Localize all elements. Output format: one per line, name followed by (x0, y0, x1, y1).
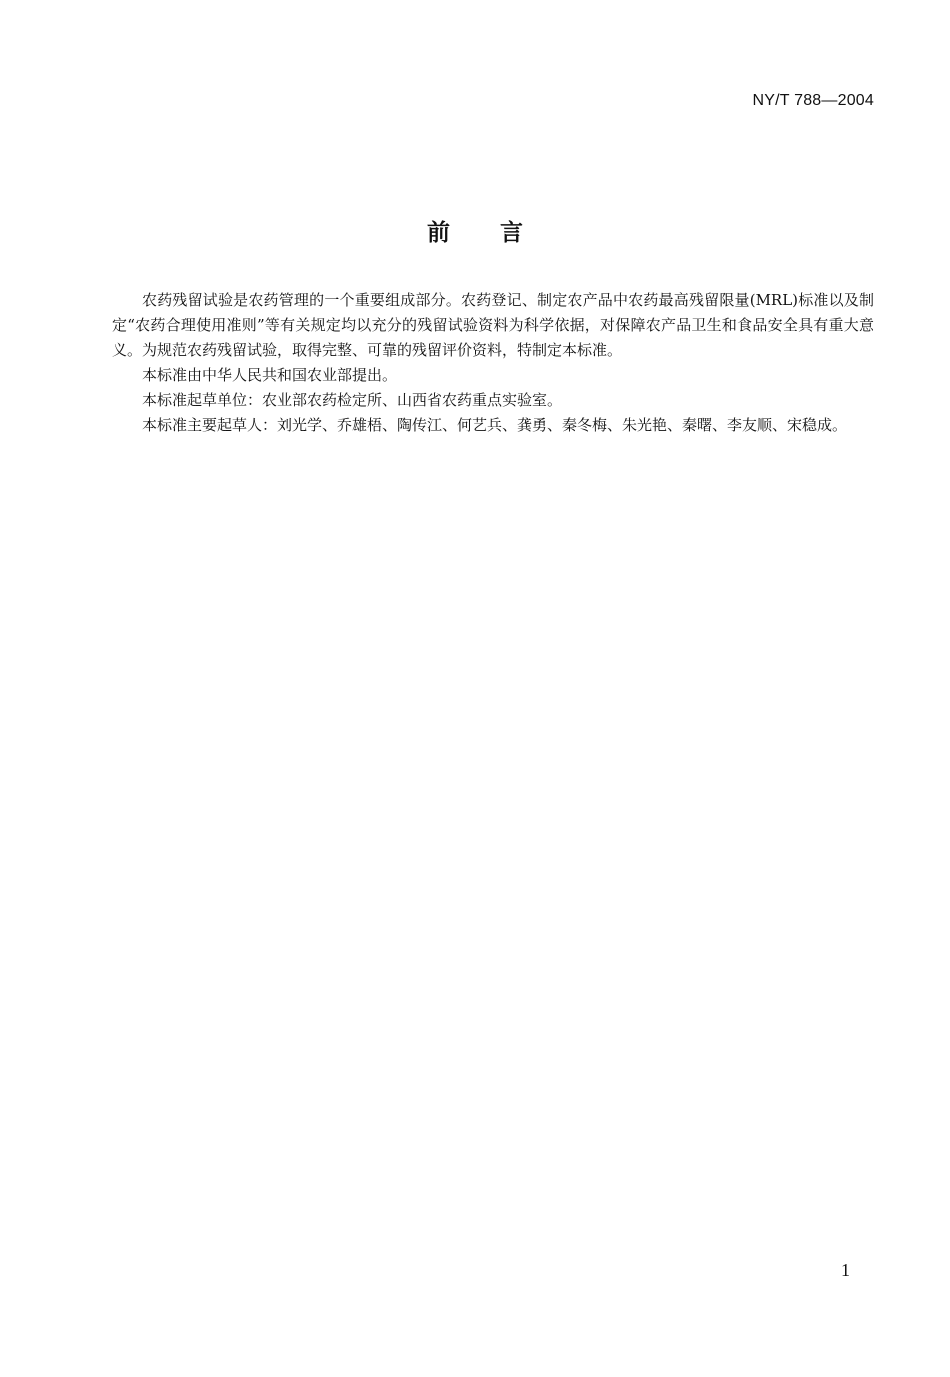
foreword-body (112, 288, 874, 438)
page-number: 1 (841, 1260, 850, 1280)
paragraph-proposer: 本标准由中华人民共和国农业部提出。 (142, 366, 398, 384)
paragraph-drafters: 本标准主要起草人：刘光学、乔雄梧、陶传江、何艺兵、龚勇、秦冬梅、朱光艳、秦曙、李友顺、宋稳成。 (142, 416, 848, 434)
paragraph-introduction: 农药残留试验是农药管理的一个重要组成部分。农药登记、制定农产品中农药最高残留限量(MRL)标准以及制定“农药合理使用准则”等有关规定均以充分的残留试验资料为科学依据，对保障农产品卫生和食品安全具有重大意义。为规范农药残留试验，取得完整、可靠的残留评价资料，特制定本标准。 (112, 291, 874, 359)
standard-code: NY/T 788—2004 (752, 92, 874, 109)
paragraph-drafting-units: 本标准起草单位：农业部农药检定所、山西省农药重点实验室。 (142, 391, 563, 409)
page-title: 前言 (427, 220, 573, 246)
